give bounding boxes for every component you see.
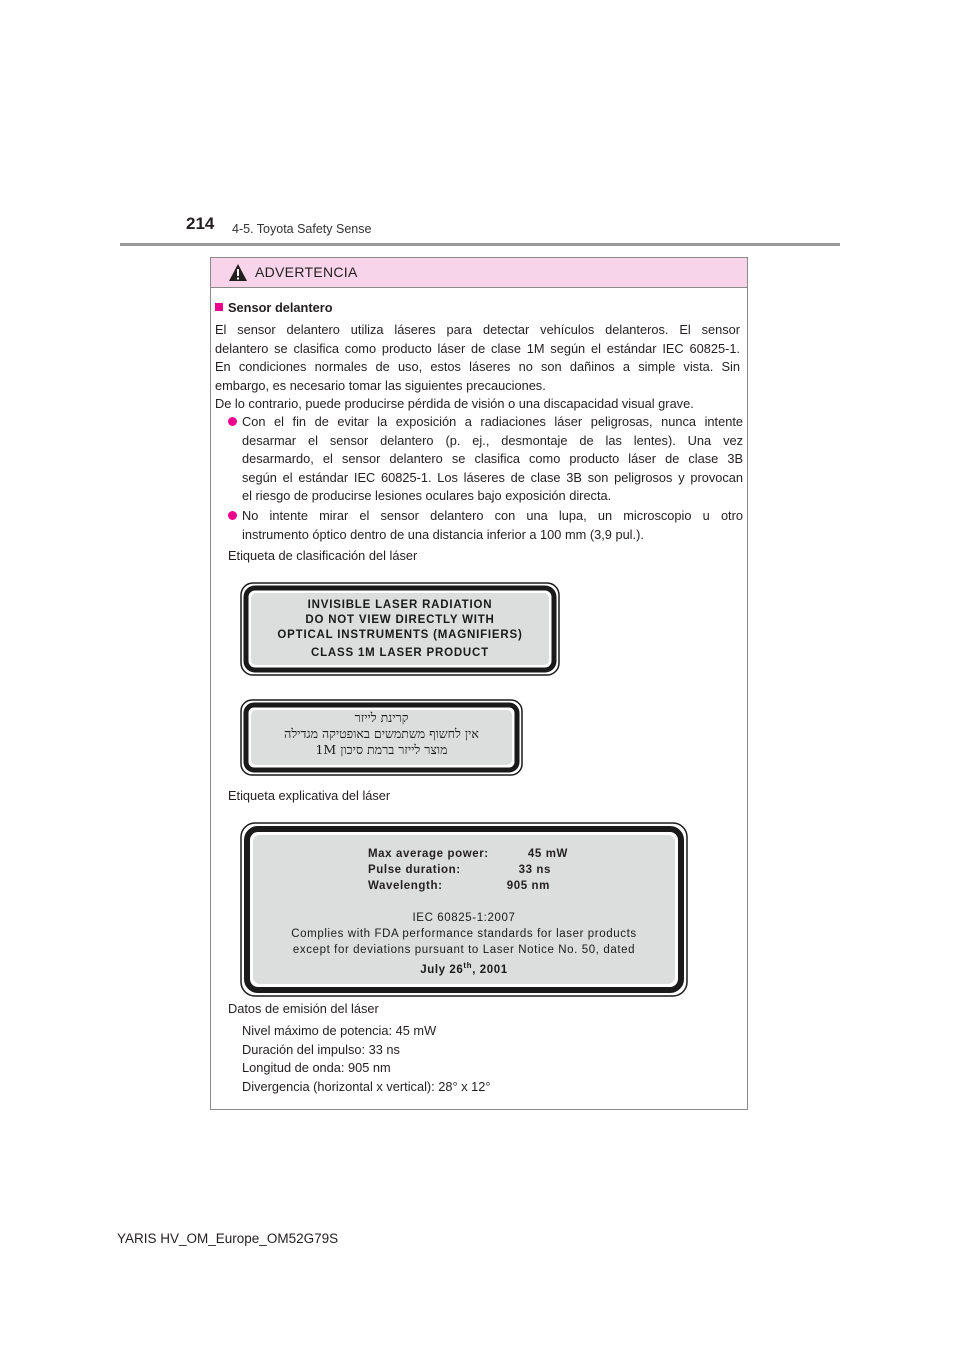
spec-name: Pulse duration: [368, 864, 461, 876]
bullet-line: Con el fin de evitar la exposición a radiaciones láser peligrosas, nunca intente [242, 414, 743, 429]
document-id: YARIS HV_OM_Europe_OM52G79S [117, 1231, 339, 1246]
bullet-line: desarmardo, el sensor delantero se clasifica como producto láser de clase 3B [242, 451, 743, 466]
intro-paragraph [215, 321, 740, 414]
label-line: INVISIBLE LASER RADIATION [307, 599, 493, 611]
spec-value: 45 mW [527, 848, 568, 860]
intro-line: El sensor delantero utiliza láseres para detectar vehículos delanteros. El sensor [215, 322, 740, 337]
label-line: מוצר לייזר ברמת סיכון 1M [315, 742, 448, 757]
bullet-line: desarmar el sensor delantero (p. ej., desmontaje de las lentes). Una vez [242, 432, 743, 448]
emission-item: Duración del impulso: 33 ns [242, 1041, 400, 1057]
section-title: 4-5. Toyota Safety Sense [232, 222, 372, 236]
label-line: OPTICAL INSTRUMENTS (MAGNIFIERS) [277, 629, 523, 641]
spec-name: Max average power: [368, 848, 489, 860]
laser-explanatory-label [240, 822, 688, 997]
label-line: CLASS 1M LASER PRODUCT [311, 647, 489, 659]
caption-explanatory-label: Etiqueta explicativa del láser [228, 788, 391, 803]
warning-title: ADVERTENCIA [255, 264, 358, 280]
intro-line: delantero se clasifica como producto láser de clase 1M según el estándar IEC 60825-1. [215, 340, 740, 356]
intro-line: embargo, es necesario tomar las siguientes precauciones. [215, 377, 546, 393]
intro-line: De lo contrario, puede producirse pérdida de visión o una discapacidad visual grave. [215, 396, 694, 411]
standards-line: IEC 60825-1:2007 [412, 912, 516, 924]
page-number: 214 [186, 214, 215, 233]
bullet-item [215, 507, 743, 544]
section-subheading [215, 300, 333, 315]
round-bullet-icon [228, 511, 237, 520]
label-line: אין לחשוף משתמשים באופטיקה מגדילה [284, 726, 479, 741]
bullet-line: No intente mirar el sensor delantero con una lupa, un microscopio u otro [242, 508, 743, 523]
spec-value: 33 ns [518, 864, 551, 876]
round-bullet-icon [228, 417, 237, 426]
warning-triangle-icon [228, 263, 248, 282]
emission-item: Nivel máximo de potencia: 45 mW [242, 1023, 437, 1038]
warning-header [211, 258, 747, 288]
standards-date [264, 958, 664, 978]
bullet-line: instrumento óptico dentro de una distancia inferior a 100 mm (3,9 pul.). [242, 526, 644, 542]
date-suffix: , 2001 [472, 963, 508, 976]
spec-name: Wavelength: [368, 880, 443, 892]
bullet-line: según el estándar IEC 60825-1. Los láseres de clase 3B son peligrosos y provocan [242, 469, 743, 485]
bullet-line: el riesgo de producirse lesiones oculares bajo exposición directa. [242, 488, 612, 503]
spec-row [368, 862, 568, 878]
intro-line: En condiciones normales de uso, estos láseres no son dañinos a simple vista. Sin [215, 359, 740, 374]
spec-row [368, 846, 568, 862]
laser-classification-label-en [240, 582, 560, 676]
date-prefix: July 26 [420, 963, 464, 976]
caption-emission-data: Datos de emisión del láser [228, 1001, 379, 1016]
laser-classification-label-he [240, 699, 523, 776]
label-line: קרינת לייזר [354, 710, 409, 725]
emission-data-list [242, 1022, 491, 1096]
date-superscript: th [463, 961, 473, 970]
standards-line: except for deviations pursuant to Laser Notice No. 50, dated [292, 944, 636, 956]
emission-item: Divergencia (horizontal x vertical): 28° x 12° [242, 1078, 491, 1094]
standards-text [264, 910, 664, 978]
subheading-text: Sensor delantero [228, 300, 333, 315]
label-line: DO NOT VIEW DIRECTLY WITH [305, 614, 495, 626]
square-bullet-icon [215, 303, 223, 311]
spec-value: 905 nm [506, 880, 550, 892]
bullet-item [215, 413, 743, 506]
caption-classification-label: Etiqueta de clasificación del láser [228, 548, 418, 563]
emission-item: Longitud de onda: 905 nm [242, 1060, 391, 1075]
standards-line: Complies with FDA performance standards for laser products [291, 928, 637, 940]
spec-table [368, 846, 568, 894]
spec-row [368, 878, 568, 894]
header-rule [120, 243, 840, 246]
